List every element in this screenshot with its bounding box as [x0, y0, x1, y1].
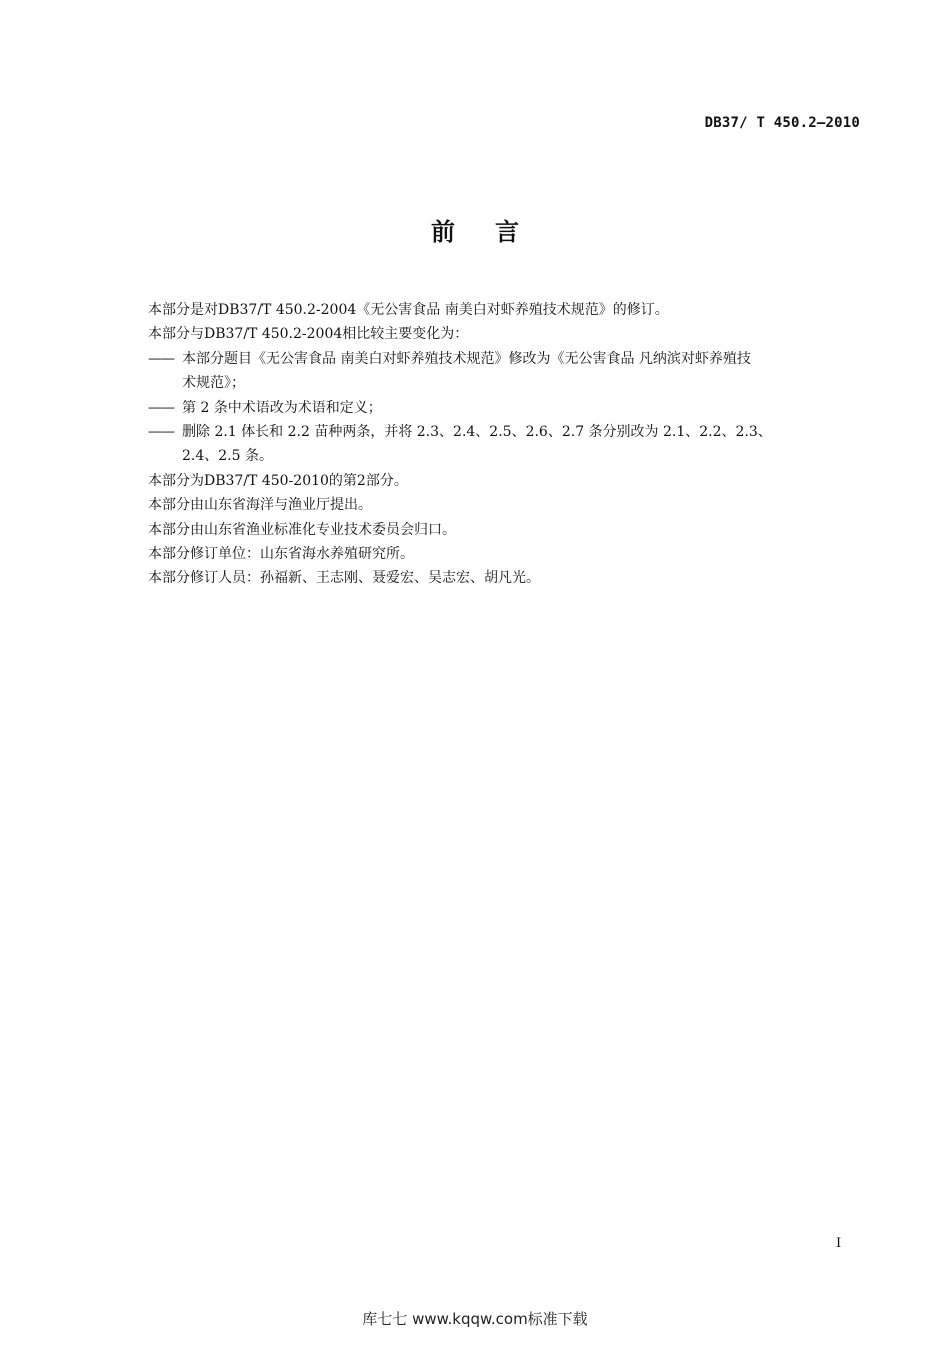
change-item-terms: [148, 396, 863, 420]
paragraph-revising-unit: 本部分修订单位：山东省海水养殖研究所。: [148, 546, 414, 563]
paragraph-proposed-by: 本部分由山东省海洋与渔业厅提出。: [148, 497, 372, 514]
change-item-continuation: 2.4、2.5 条。: [182, 448, 273, 465]
dash-marker: ——: [148, 350, 174, 367]
change-item-title: [148, 347, 863, 396]
dash-marker: ——: [148, 399, 174, 416]
paragraph-centralized-by: 本部分由山东省渔业标准化专业技术委员会归口。: [148, 521, 456, 538]
dash-marker: ——: [148, 424, 174, 441]
change-item-text: 本部分题目《无公害食品 南美白对虾养殖技术规范》修改为《无公害食品 凡纳滨对虾养殖技: [182, 350, 751, 367]
change-item-continuation: 术规范》；: [182, 375, 245, 392]
page-title: 前言: [431, 218, 559, 246]
change-item-text: 第 2 条中术语改为术语和定义；: [182, 399, 382, 416]
paragraph-part-of: 本部分为DB37/T 450-2010的第2部分。: [148, 472, 408, 489]
change-item-deleted-clauses: [148, 420, 863, 469]
paragraph-main-changes: 本部分与DB37/T 450.2-2004相比较主要变化为：: [148, 326, 469, 343]
download-watermark: 库七七 www.kqqw.com标准下载: [362, 1310, 588, 1328]
page-number: I: [836, 1236, 842, 1251]
paragraph-revising-persons: 本部分修订人员：孙福新、王志刚、聂爱宏、吴志宏、胡凡光。: [148, 570, 540, 587]
change-item-text: 删除 2.1 体长和 2.2 苗种两条，并将 2.3、2.4、2.5、2.6、2.7 条分别改为 2.1、2.2、2.3、: [182, 424, 772, 441]
paragraph-revision-of: 本部分是对DB37/T 450.2-2004《无公害食品 南美白对虾养殖技术规范》的修订。: [148, 302, 669, 318]
foreword-body: [148, 298, 863, 591]
standard-code: DB37/ T 450.2—2010: [704, 115, 860, 131]
